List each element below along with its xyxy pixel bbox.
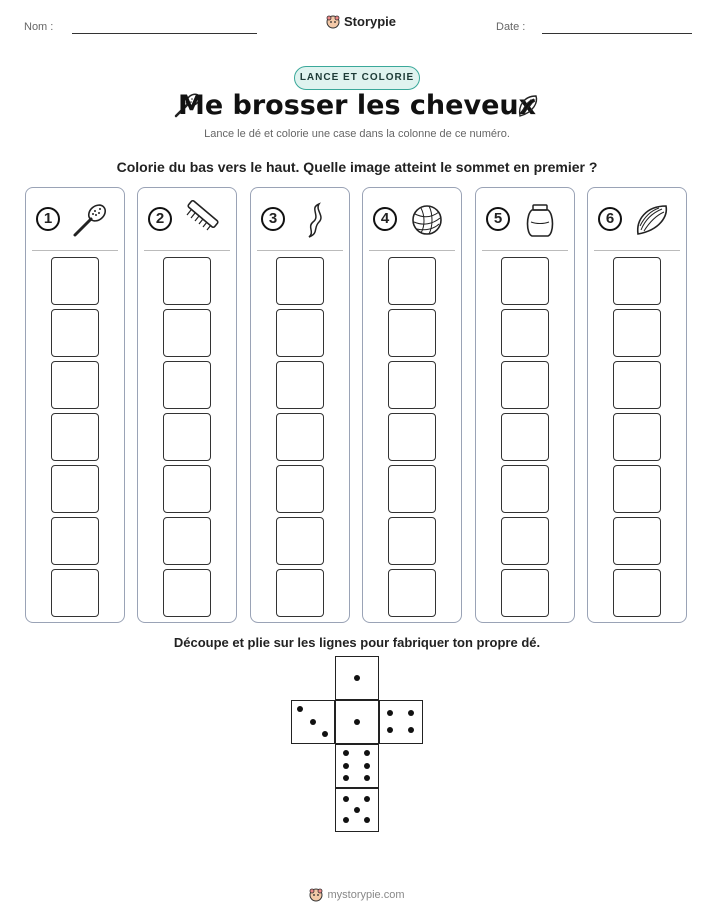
yarn-ball-icon xyxy=(407,200,447,240)
color-cell[interactable] xyxy=(613,309,661,357)
column-5 xyxy=(475,187,575,623)
die-face-5 xyxy=(335,788,379,832)
die-face-6 xyxy=(335,744,379,788)
color-cell[interactable] xyxy=(51,361,99,409)
die-pip xyxy=(364,817,370,823)
color-cell[interactable] xyxy=(163,517,211,565)
color-cell[interactable] xyxy=(163,257,211,305)
color-cell[interactable] xyxy=(163,309,211,357)
column-separator xyxy=(144,250,230,251)
color-cell[interactable] xyxy=(163,569,211,617)
die-pip xyxy=(343,796,349,802)
column-3 xyxy=(250,187,350,623)
color-cell[interactable] xyxy=(51,309,99,357)
comb-icon xyxy=(182,200,222,240)
color-cell[interactable] xyxy=(501,413,549,461)
die-face-3 xyxy=(291,700,335,744)
color-cell[interactable] xyxy=(501,517,549,565)
die-pip xyxy=(310,719,316,725)
storypie-mascot-icon xyxy=(309,888,323,902)
color-cell[interactable] xyxy=(613,361,661,409)
name-line[interactable] xyxy=(72,33,257,34)
column-separator xyxy=(482,250,568,251)
column-number: 6 xyxy=(598,207,622,231)
color-cell[interactable] xyxy=(163,413,211,461)
color-cell[interactable] xyxy=(501,361,549,409)
die-pip xyxy=(408,727,414,733)
color-cell[interactable] xyxy=(388,309,436,357)
color-cell[interactable] xyxy=(388,413,436,461)
activity-badge: LANCE ET COLORIE xyxy=(294,66,420,90)
color-cell[interactable] xyxy=(388,257,436,305)
die-pip xyxy=(343,763,349,769)
color-cell[interactable] xyxy=(51,569,99,617)
color-cell[interactable] xyxy=(276,517,324,565)
color-cell[interactable] xyxy=(501,257,549,305)
jar-icon xyxy=(520,200,560,240)
color-cell[interactable] xyxy=(51,465,99,513)
color-cell[interactable] xyxy=(276,569,324,617)
column-separator xyxy=(594,250,680,251)
die-pip xyxy=(354,807,360,813)
column-separator xyxy=(257,250,343,251)
page-subtitle: Lance le dé et colorie une case dans la colonne de ce numéro. xyxy=(204,128,510,140)
column-number: 2 xyxy=(148,207,172,231)
coloring-instruction: Colorie du bas vers le haut. Quelle image atteint le sommet en premier ? xyxy=(116,159,598,175)
color-cell[interactable] xyxy=(613,413,661,461)
color-cell[interactable] xyxy=(51,257,99,305)
color-cell[interactable] xyxy=(163,465,211,513)
date-line[interactable] xyxy=(542,33,692,34)
column-number: 4 xyxy=(373,207,397,231)
hair-lock-icon xyxy=(295,200,335,240)
color-cell[interactable] xyxy=(163,361,211,409)
brand-name: Storypie xyxy=(344,14,397,29)
color-cell[interactable] xyxy=(613,257,661,305)
die-pip xyxy=(343,817,349,823)
die-instruction: Découpe et plie sur les lignes pour fabriquer ton propre dé. xyxy=(173,635,541,650)
die-pip xyxy=(354,675,360,681)
die-pip xyxy=(387,727,393,733)
color-cell[interactable] xyxy=(501,309,549,357)
color-cell[interactable] xyxy=(501,465,549,513)
die-pip xyxy=(364,763,370,769)
color-cell[interactable] xyxy=(388,517,436,565)
page-title: Me brosser les cheveux xyxy=(177,90,537,121)
column-6 xyxy=(587,187,687,623)
die-pip xyxy=(343,775,349,781)
storypie-mascot-icon xyxy=(326,15,340,29)
date-label: Date : xyxy=(496,21,526,33)
die-pip xyxy=(387,710,393,716)
hair-swirl-title-icon xyxy=(514,92,542,120)
die-face-1 xyxy=(335,656,379,700)
die-pip xyxy=(364,775,370,781)
color-cell[interactable] xyxy=(51,413,99,461)
color-cell[interactable] xyxy=(276,257,324,305)
footer xyxy=(0,888,714,902)
die-pip xyxy=(297,706,303,712)
color-cell[interactable] xyxy=(276,309,324,357)
color-cell[interactable] xyxy=(276,413,324,461)
column-1 xyxy=(25,187,125,623)
die-pip xyxy=(364,750,370,756)
die-face-1 xyxy=(335,700,379,744)
column-separator xyxy=(369,250,455,251)
die-pip xyxy=(364,796,370,802)
color-cell[interactable] xyxy=(501,569,549,617)
color-cell[interactable] xyxy=(613,569,661,617)
column-2 xyxy=(137,187,237,623)
die-pip xyxy=(408,710,414,716)
color-cell[interactable] xyxy=(388,361,436,409)
color-cell[interactable] xyxy=(388,465,436,513)
color-cell[interactable] xyxy=(613,465,661,513)
die-pip xyxy=(322,731,328,737)
die-pip xyxy=(343,750,349,756)
brand-logo xyxy=(326,14,396,29)
column-number: 1 xyxy=(36,207,60,231)
column-number: 5 xyxy=(486,207,510,231)
die-pip xyxy=(354,719,360,725)
column-separator xyxy=(32,250,118,251)
color-cell[interactable] xyxy=(51,517,99,565)
hairbrush-icon xyxy=(70,200,110,240)
hair-swirl-icon xyxy=(632,200,672,240)
color-cell[interactable] xyxy=(613,517,661,565)
footer-url: mystorypie.com xyxy=(327,889,405,901)
column-number: 3 xyxy=(261,207,285,231)
name-label: Nom : xyxy=(24,21,54,33)
color-cell[interactable] xyxy=(276,361,324,409)
color-cell[interactable] xyxy=(388,569,436,617)
color-cell[interactable] xyxy=(276,465,324,513)
column-4 xyxy=(362,187,462,623)
die-face-4 xyxy=(379,700,423,744)
